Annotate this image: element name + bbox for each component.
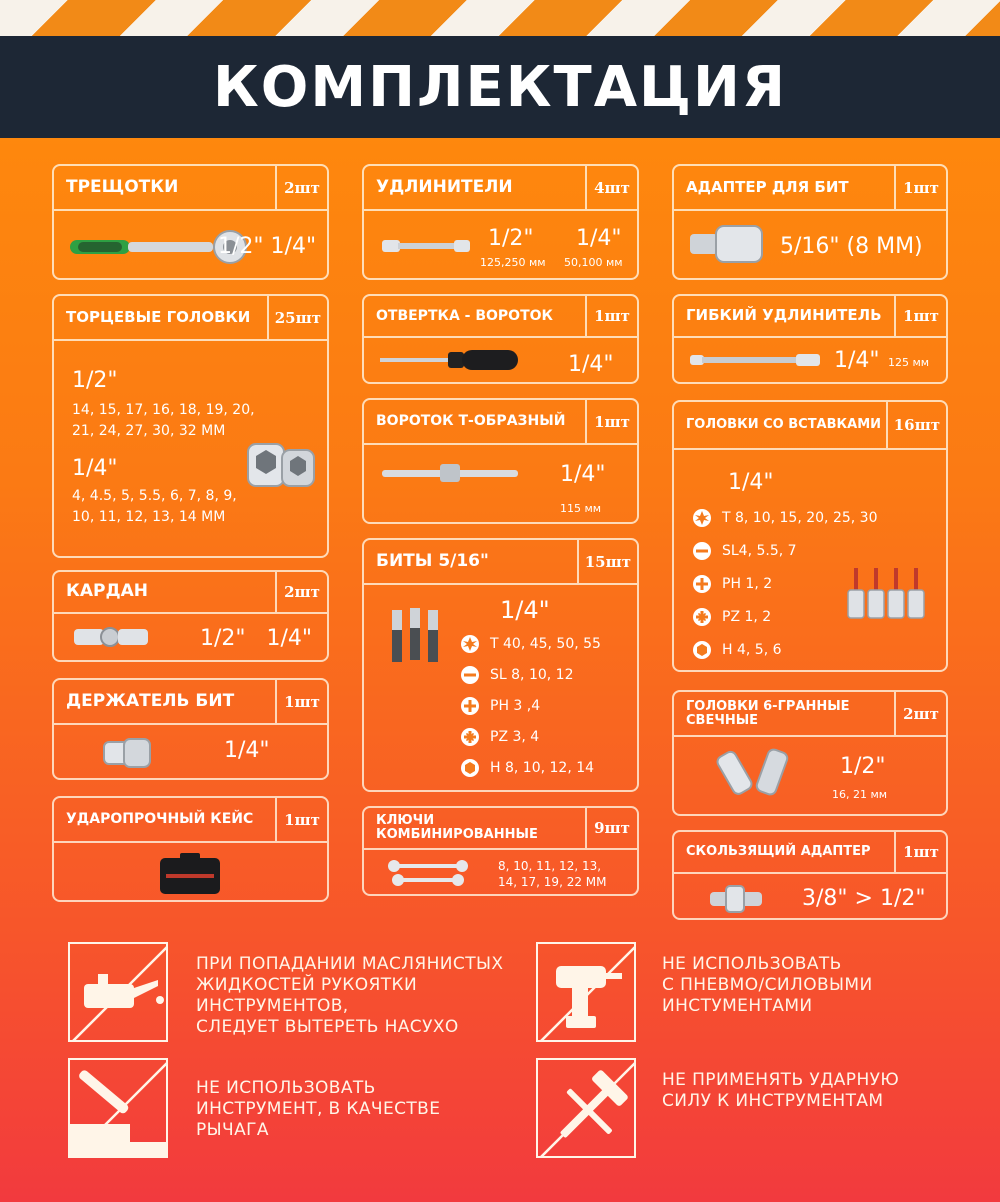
card-qty: 9шт — [585, 808, 637, 848]
torx-icon — [460, 634, 480, 654]
bit-sockets-icon — [846, 566, 928, 622]
list-line: 14, 17, 19, 22 MM — [498, 875, 607, 889]
size-half-inch: 1/2" — [488, 226, 534, 251]
card-title: КЛЮЧИ КОМБИНИРОВАННЫЕ — [376, 813, 538, 842]
length: 115 мм — [560, 502, 602, 515]
warning-impact-text — [662, 1070, 899, 1112]
slotted-icon — [692, 541, 712, 561]
size-quarter-inch: 1/4" — [568, 352, 614, 377]
cardan-joint-icon — [72, 624, 152, 650]
bit-holder-icon — [102, 736, 154, 770]
bit-type-row — [692, 640, 782, 660]
bit-type-row — [460, 665, 573, 685]
wrench-icon — [386, 858, 470, 890]
card-qty: 4шт — [585, 166, 637, 209]
bit-type-row — [460, 696, 540, 716]
warning-line: НЕ ИСПОЛЬЗОВАТЬ — [196, 1078, 376, 1098]
bit-adapter-icon — [688, 222, 768, 266]
card-qty: 1шт — [894, 832, 946, 872]
card-title: УДЛИНИТЕЛИ — [376, 176, 513, 197]
warning-line: ИНСТРУМЕНТ, В КАЧЕСТВЕ — [196, 1099, 441, 1119]
bit-type-row — [460, 758, 594, 778]
sizes-list-quarter — [72, 486, 237, 528]
hammer-crossed-icon — [536, 1058, 636, 1158]
list-line: 14, 15, 17, 16, 18, 19, 20, — [72, 402, 255, 418]
bit-type-label: PH 1, 2 — [722, 576, 773, 592]
top-stripes — [0, 0, 1000, 36]
bit-type-label: PZ 3, 4 — [490, 729, 540, 745]
warning-line: СИЛУ К ИНСТРУМЕНТАМ — [662, 1091, 884, 1111]
bit-type-row — [692, 541, 797, 561]
bit-type-label: PH 3 ,4 — [490, 698, 541, 714]
slotted-icon — [460, 665, 480, 685]
size-half-inch: 1/2" — [200, 626, 246, 651]
card-sockets — [52, 294, 329, 558]
warning-line: СЛЕДУЕТ ВЫТЕРЕТЬ НАСУХО — [196, 1017, 459, 1037]
warning-line: ПРИ ПОПАДАНИИ МАСЛЯНИСТЫХ — [196, 954, 504, 974]
oil-can-crossed-icon — [68, 942, 168, 1042]
pozidriv-icon — [460, 727, 480, 747]
warning-lever-text — [196, 1078, 440, 1141]
card-title: ОТВЕРТКА - ВОРОТОК — [376, 307, 553, 324]
size-quarter-inch: 1/4" — [72, 456, 118, 481]
size-quarter-inch: 1/4" — [270, 234, 317, 259]
card-title: КАРДАН — [66, 581, 149, 602]
card-title: ВОРОТОК Т-ОБРАЗНЫЙ — [376, 413, 566, 430]
bit-type-row — [692, 508, 877, 528]
size-quarter-inch: 1/4" — [224, 738, 270, 763]
warning-oil-text — [196, 954, 503, 1038]
bit-type-label: SL 8, 10, 12 — [490, 667, 574, 683]
card-qty: 2шт — [275, 166, 327, 209]
lever-crossed-icon — [68, 1058, 168, 1158]
card-extensions — [362, 164, 639, 280]
title-bar — [0, 36, 1000, 138]
card-bits — [362, 538, 639, 792]
card-case — [52, 796, 329, 902]
card-spark-sockets — [672, 690, 948, 816]
card-qty: 2шт — [894, 692, 946, 735]
t-handle-icon — [380, 460, 520, 486]
card-qty: 1шт — [585, 296, 637, 336]
size-half-inch: 1/2" — [218, 234, 264, 259]
bit-type-label: H 4, 5, 6 — [722, 642, 782, 658]
torx-icon — [692, 508, 712, 528]
size-quarter-inch: 1/4" — [834, 348, 880, 373]
length-quarter: 50,100 мм — [564, 256, 623, 269]
list-line: 21, 24, 27, 30, 32 MM — [72, 423, 226, 439]
size-quarter-inch: 1/4" — [728, 470, 774, 495]
list-line: 8, 10, 11, 12, 13, — [498, 859, 602, 873]
screwdriver-icon — [378, 348, 520, 372]
card-bit-sockets — [672, 400, 948, 672]
pozidriv-icon — [692, 607, 712, 627]
card-t-handle — [362, 398, 639, 524]
card-title: ГИБКИЙ УДЛИНИТЕЛЬ — [686, 306, 882, 325]
card-ratchets — [52, 164, 329, 280]
bit-type-row — [460, 727, 539, 747]
card-bit-holder — [52, 678, 329, 780]
size-quarter-inch: 1/4" — [266, 626, 313, 651]
extension-bar-icon — [380, 236, 472, 256]
bit-type-label: H 8, 10, 12, 14 — [490, 760, 595, 776]
warning-line: ИНСТУМЕНТАМИ — [662, 996, 813, 1016]
length-half: 125,250 мм — [480, 256, 546, 269]
tool-case-icon — [158, 852, 222, 896]
card-flex-extension — [672, 294, 948, 384]
bit-type-label: T 8, 10, 15, 20, 25, 30 — [722, 510, 878, 526]
slide-adapter-icon — [708, 884, 764, 914]
card-qty: 25шт — [267, 296, 327, 339]
card-qty: 15шт — [577, 540, 637, 583]
warning-line: НЕ ПРИМЕНЯТЬ УДАРНУЮ — [662, 1070, 900, 1090]
size-quarter-inch: 1/4" — [500, 596, 550, 624]
bit-type-label: PZ 1, 2 — [722, 609, 772, 625]
warning-power-text — [662, 954, 873, 1017]
card-qty: 1шт — [894, 296, 946, 336]
card-wrenches — [362, 806, 639, 896]
card-cardan — [52, 570, 329, 662]
list-line: 4, 4.5, 5, 5.5, 6, 7, 8, 9, — [72, 488, 237, 504]
warning-line: ЖИДКОСТЕЙ РУКОЯТКИ — [196, 975, 418, 995]
card-title: ТОРЦЕВЫЕ ГОЛОВКИ — [66, 307, 251, 326]
size-quarter-inch: 1/4" — [576, 226, 622, 251]
list-line: 10, 11, 12, 13, 14 MM — [72, 509, 226, 525]
adapter-size: 3/8" > 1/2" — [802, 886, 926, 911]
flex-extension-icon — [688, 350, 822, 370]
hex-icon — [692, 640, 712, 660]
bit-type-row — [460, 634, 601, 654]
length: 125 мм — [888, 356, 930, 369]
card-screwdriver — [362, 294, 639, 384]
phillips-icon — [460, 696, 480, 716]
card-title: СКОЛЬЗЯЩИЙ АДАПТЕР — [686, 844, 871, 860]
drill-crossed-icon — [536, 942, 636, 1042]
card-title: ДЕРЖАТЕЛЬ БИТ — [66, 690, 235, 711]
screwdriver-bits-icon — [388, 602, 446, 666]
bit-type-label: T 40, 45, 50, 55 — [490, 636, 601, 652]
sizes-list — [498, 858, 607, 890]
card-qty: 1шт — [275, 680, 327, 723]
sizes-list-half — [72, 400, 255, 442]
warning-line: С ПНЕВМО/СИЛОВЫМИ — [662, 975, 873, 995]
card-slide-adapter — [672, 830, 948, 920]
size-quarter-inch: 1/4" — [560, 462, 606, 487]
card-title: ГОЛОВКИ 6-ГРАННЫЕ СВЕЧНЫЕ — [686, 698, 850, 728]
card-title: БИТЫ 5/16" — [376, 550, 489, 571]
bit-type-label: SL4, 5.5, 7 — [722, 543, 797, 559]
warning-line: РЫЧАГА — [196, 1120, 269, 1140]
size-half-inch: 1/2" — [72, 368, 118, 393]
warning-line: ИНСТРУМЕНТОВ, — [196, 996, 349, 1016]
card-qty: 1шт — [275, 798, 327, 841]
page-title: КОМПЛЕКТАЦИЯ — [213, 54, 787, 120]
card-qty: 16шт — [886, 402, 946, 448]
card-title: АДАПТЕР ДЛЯ БИТ — [686, 177, 849, 196]
spark-plug-socket-icon — [714, 744, 794, 800]
card-qty: 1шт — [894, 166, 946, 209]
card-title: ГОЛОВКИ СО ВСТАВКАМИ — [686, 417, 882, 433]
card-qty: 1шт — [585, 400, 637, 443]
card-bit-adapter — [672, 164, 948, 280]
size-half-inch: 1/2" — [840, 754, 886, 779]
adapter-size: 5/16" (8 MM) — [780, 234, 923, 259]
card-qty: 2шт — [275, 572, 327, 612]
card-title: ТРЕЩОТКИ — [66, 176, 179, 197]
hex-icon — [460, 758, 480, 778]
socket-icon — [244, 436, 320, 492]
card-title: УДАРОПРОЧНЫЙ КЕЙС — [66, 811, 254, 828]
bit-type-row — [692, 574, 772, 594]
warning-line: НЕ ИСПОЛЬЗОВАТЬ — [662, 954, 842, 974]
bit-type-row — [692, 607, 771, 627]
sizes: 16, 21 мм — [832, 788, 888, 801]
phillips-icon — [692, 574, 712, 594]
